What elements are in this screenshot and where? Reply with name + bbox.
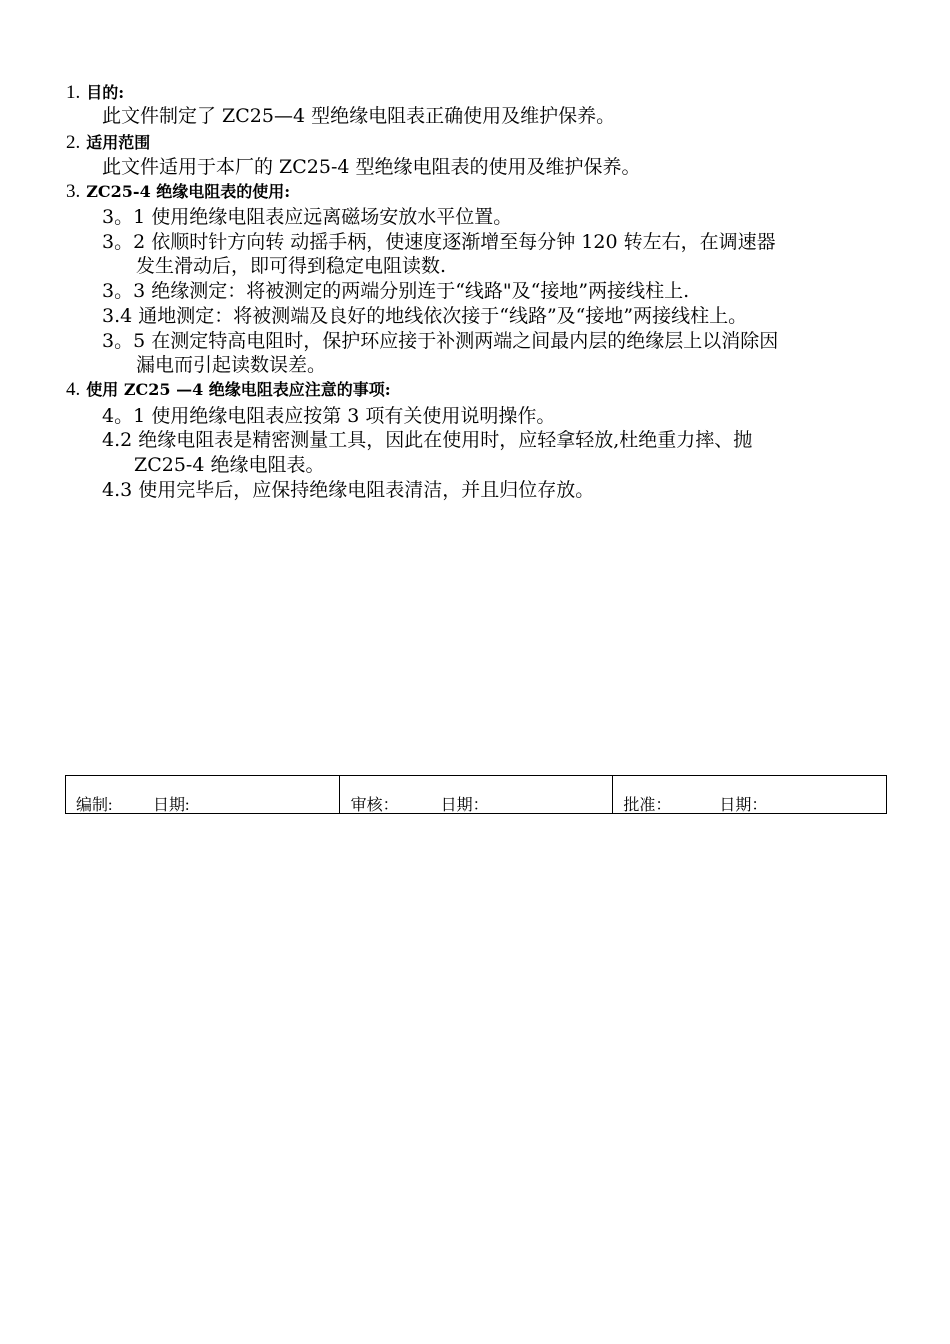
item-3-2: 3。2 依顺时针方向转 动摇手柄，使速度逐渐增至每分钟 120 转左右，在调速器 [102, 231, 776, 253]
review-date-label: 日期： [440, 797, 489, 814]
item-3-1: 3。1 使用绝缘电阻表应远离磁场安放水平位置。 [102, 206, 513, 228]
section-number: 2. [66, 132, 81, 153]
signoff-compile-cell [66, 776, 340, 813]
review-label: 审核： [350, 797, 399, 814]
section-2-heading [66, 132, 150, 154]
section-title: ZC25-4 绝缘电阻表的使用: [86, 182, 291, 201]
compile-date-label: 日期: [153, 797, 190, 814]
item-3-3: 3。3 绝缘测定：将被测定的两端分别连于“线路"及“接地”两接线柱上. [102, 280, 690, 302]
compile-label: 编制: [76, 797, 113, 814]
item-3-4: 3.4 通地测定：将被测端及良好的地线依次接于“线路”及“接地”两接线柱上。 [102, 305, 748, 327]
section-3-heading [66, 181, 290, 203]
section-1-line-1: 此文件制定了 ZC25—4 型绝缘电阻表正确使用及维护保养。 [102, 105, 616, 127]
section-title: 目的: [86, 83, 125, 102]
signoff-table [65, 775, 887, 814]
item-4-1: 4。1 使用绝缘电阻表应按第 3 项有关使用说明操作。 [102, 405, 556, 427]
approve-label: 批准： [623, 797, 672, 814]
item-3-5: 3。5 在测定特高电阻时，保护环应接于补测两端之间最内层的绝缘层上以消除因 [102, 330, 779, 352]
approve-date-label: 日期： [719, 797, 768, 814]
section-4-heading [66, 379, 391, 401]
item-4-2-continued: ZC25-4 绝缘电阻表。 [134, 454, 325, 476]
signoff-review-cell [340, 776, 614, 813]
section-title: 适用范围 [86, 133, 151, 152]
signoff-approve-cell [613, 776, 886, 813]
item-3-2-continued: 发生滑动后，即可得到稳定电阻读数. [136, 255, 447, 277]
section-1-heading [66, 82, 124, 104]
item-4-2: 4.2 绝缘电阻表是精密测量工具，因此在使用时，应轻拿轻放,杜绝重力摔、抛 [102, 429, 753, 451]
section-number: 3. [66, 181, 81, 202]
item-3-5-continued: 漏电而引起读数误差。 [136, 354, 327, 376]
section-title: 使用 ZC25 —4 绝缘电阻表应注意的事项: [86, 380, 391, 399]
section-2-line-1: 此文件适用于本厂的 ZC25-4 型绝缘电阻表的使用及维护保养。 [102, 156, 641, 178]
item-4-3: 4.3 使用完毕后，应保持绝缘电阻表清洁，并且归位存放。 [102, 479, 595, 501]
section-number: 1. [66, 82, 81, 103]
section-number: 4. [66, 379, 81, 400]
